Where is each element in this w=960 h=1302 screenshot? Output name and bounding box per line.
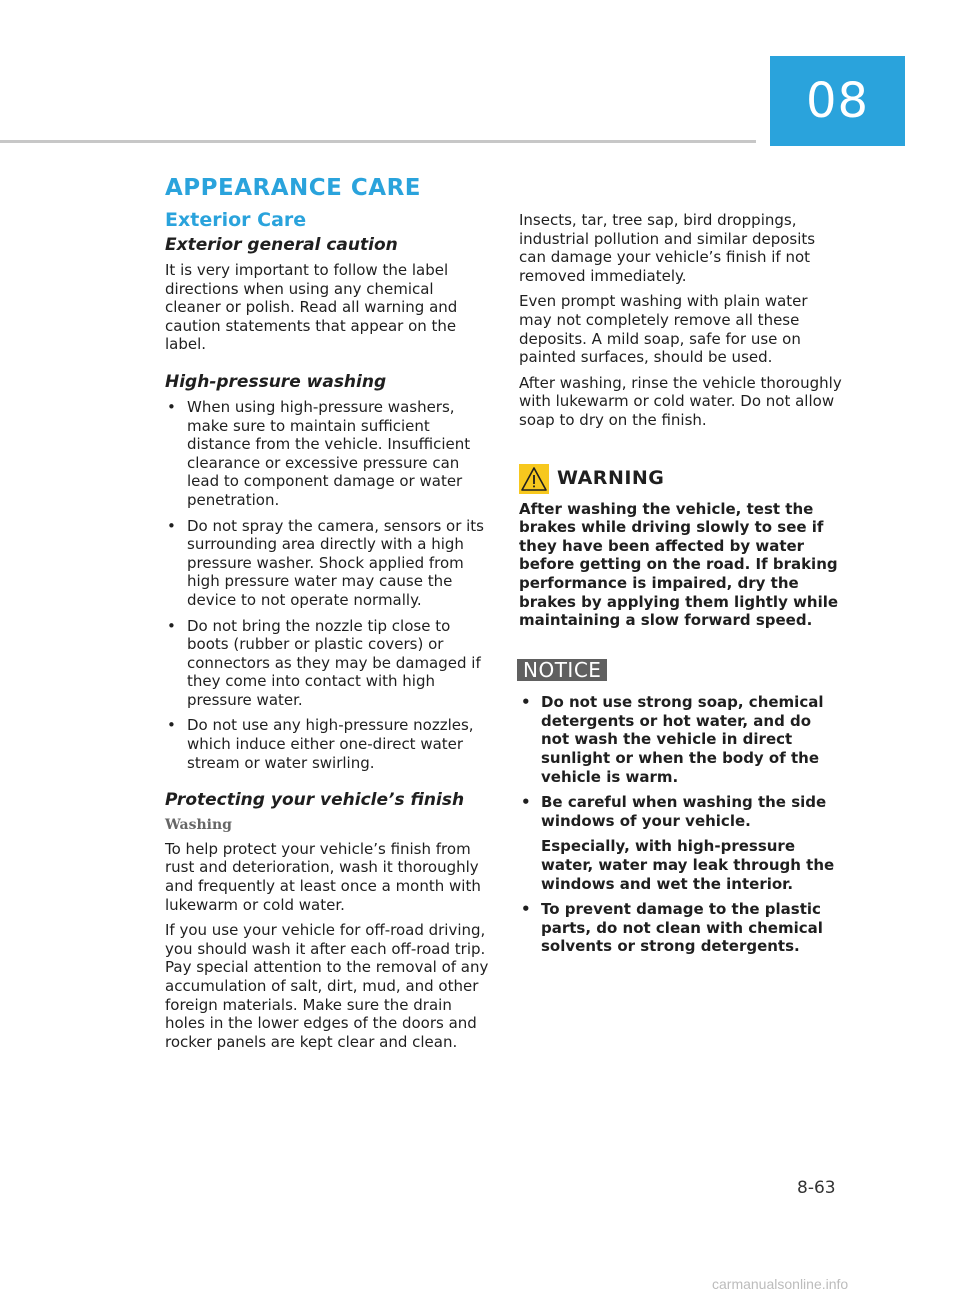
warning-label: WARNING — [557, 467, 665, 490]
bullet-icon: • — [167, 516, 176, 535]
mild-soap-paragraph: Even prompt washing with plain water may not completely remove all these deposits. A mild soap, safe for use on painted surfaces, should be used. — [519, 292, 808, 367]
warning-header — [519, 464, 844, 494]
list-item-text: To prevent damage to the plastic parts, do not clean with chemical solvents or strong detergents. — [541, 900, 823, 956]
rinse-paragraph: After washing, rinse the vehicle thoroughly with lukewarm or cold water. Do not allow soap to dry on the finish. — [519, 373, 842, 429]
bullet-icon: • — [521, 793, 531, 812]
notice-badge: NOTICE — [517, 659, 607, 682]
warning-icon — [519, 464, 549, 494]
chapter-tab: 08 — [770, 56, 905, 146]
bullet-icon: • — [521, 693, 531, 712]
warning-text: After washing the vehicle, test the brakes while driving slowly to see if they have been affected by water before getting on the road. If braking performance is impaired, dry the brakes by applying them lightly while maintaining a slow forward speed. — [519, 499, 839, 630]
section-title: APPEARANCE CARE — [165, 175, 421, 201]
right-column — [519, 211, 844, 963]
list-item-text: Be careful when washing the side windows of your vehicle. — [541, 793, 827, 830]
general-caution-text: It is very important to follow the label directions when using any chemical cleaner or polish. Read all warning and caution statements that appear on the label. — [165, 261, 458, 354]
list-item — [519, 793, 844, 893]
left-column — [165, 209, 492, 1058]
list-item-text: Do not spray the camera, sensors or its surrounding area directly with a high pressure washer. Shock applied from high pressure water may cause the device to not operate normally. — [187, 516, 484, 609]
bullet-icon: • — [167, 716, 176, 735]
list-item — [165, 617, 492, 710]
bullet-icon: • — [167, 397, 176, 416]
washing-label: Washing — [165, 817, 232, 834]
high-pressure-heading: High-pressure washing — [165, 371, 387, 392]
list-item — [519, 693, 844, 786]
list-item — [165, 517, 492, 610]
list-item-text: Especially, with high-pressure water, water may leak through the windows and wet the interior. — [541, 837, 835, 893]
list-item-text: Do not use strong soap, chemical detergents or hot water, and do not wash the vehicle in direct sunlight or when the body of the vehicle is warm. — [541, 693, 824, 786]
header-rule — [0, 140, 756, 143]
deposits-paragraph: Insects, tar, tree sap, bird droppings, industrial pollution and similar deposits can damage your vehicle’s finish if not removed immediately. — [519, 211, 816, 285]
high-pressure-list — [165, 398, 492, 772]
notice-list — [519, 693, 844, 956]
list-item-text: When using high-pressure washers, make sure to maintain sufficient distance from the vehicle. Insufficient clearance or excessive pressure can lead to component damage or water penetration. — [187, 397, 471, 509]
page-number: 8-63 — [797, 1178, 836, 1198]
list-item-text: Do not use any high-pressure nozzles, which induce either one-direct water stream or water swirling. — [187, 716, 474, 772]
washing-paragraph-1: To help protect your vehicle’s finish from rust and deterioration, wash it thoroughly and frequently at least once a month with lukewarm or cold water. — [165, 839, 481, 914]
washing-paragraph-2: If you use your vehicle for off-road driving, you should wash it after each off-road trip. Pay special attention to the removal of any accumulation of salt, dirt, mud, and other foreign materials. Make sure the drain holes in the lower edges of the doors and rocker panels are kept clear and clean. — [165, 921, 489, 1051]
bullet-icon: • — [521, 900, 531, 919]
footer-watermark: carmanualsonline.info — [712, 1276, 849, 1292]
list-item-text: Do not bring the nozzle tip close to boots (rubber or plastic covers) or connectors as they may be damaged if they come into contact with high pressure water. — [187, 616, 481, 709]
general-caution-heading: Exterior general caution — [165, 235, 398, 255]
bullet-icon: • — [167, 616, 176, 635]
list-item — [165, 716, 492, 772]
subsection-title: Exterior Care — [165, 209, 307, 231]
list-item — [519, 900, 844, 956]
list-item — [165, 398, 492, 510]
protecting-finish-heading: Protecting your vehicle’s finish — [165, 790, 465, 811]
